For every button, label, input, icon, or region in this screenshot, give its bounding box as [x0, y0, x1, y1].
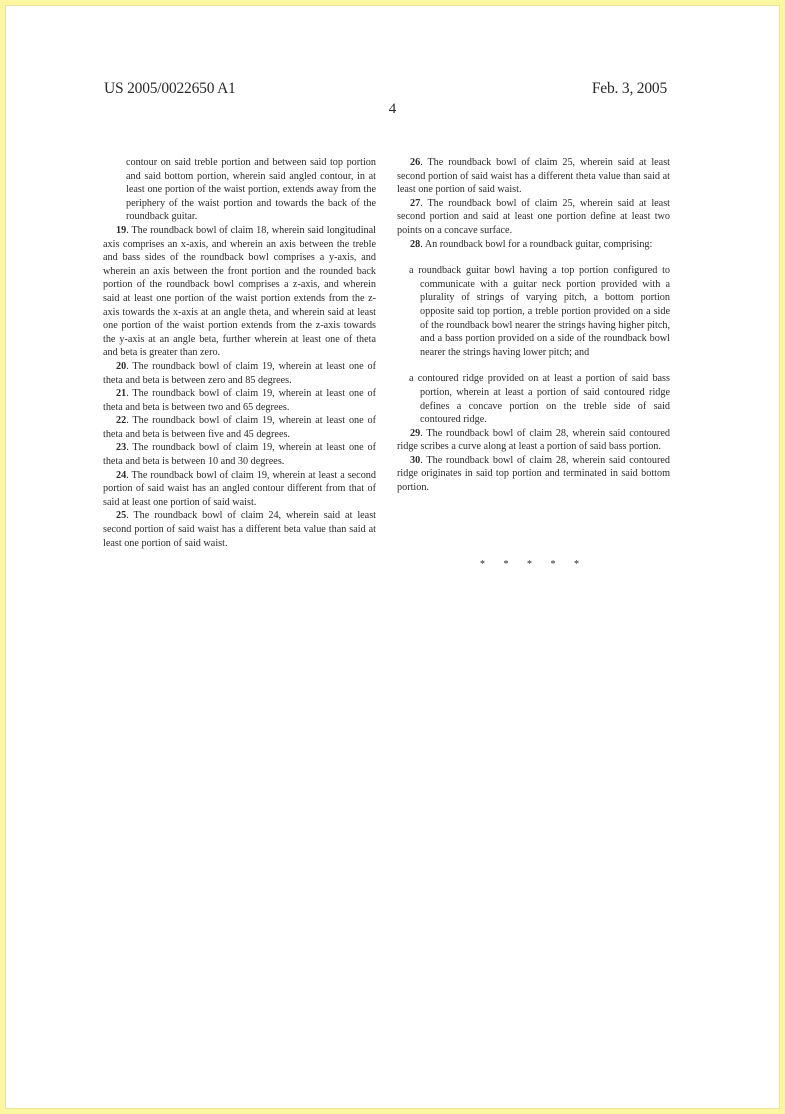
claim-text: . The roundback bowl of claim 19, wherein at least one of theta and beta is between five and 45 degrees. [103, 415, 376, 440]
claim-number: 21 [116, 388, 127, 400]
claim-24 [103, 469, 376, 510]
claim-number: 28 [410, 238, 421, 250]
end-of-document-mark: * * * * * [480, 559, 587, 570]
claim-21 [103, 387, 376, 414]
claim-text: . The roundback bowl of claim 28, wherein said contoured ridge scribes a curve along at least a portion of said bass portion. [397, 427, 670, 453]
claim-number: 22 [116, 415, 127, 427]
claim-22 [103, 414, 376, 441]
claim-number: 23 [116, 442, 127, 454]
claim-19 [103, 224, 376, 360]
claim-text: . The roundback bowl of claim 24, wherein said at least second portion of said waist has a different beta value than said at least one portion of said waist. [103, 510, 376, 549]
claim-29 [397, 427, 670, 454]
claim-text: . The roundback bowl of claim 19, wherein at least one of theta and beta is between zero and 85 degrees. [103, 360, 376, 386]
claim-28 [397, 238, 670, 252]
left-column [103, 156, 376, 550]
claim-text: . The roundback bowl of claim 19, wherein at least one of theta and beta is between two and 65 degrees. [103, 388, 376, 413]
claim-number: 27 [410, 197, 421, 209]
claim-25 [103, 509, 376, 550]
claim-text: . The roundback bowl of claim 19, wherein at least a second portion of said waist has an angled contour different from that of said at least one portion of said waist. [103, 469, 376, 508]
claim-text: . The roundback bowl of claim 25, wherein said at least second portion of said waist has a different theta value than said at least one portion of said waist. [397, 157, 670, 196]
claim-number: 26 [410, 157, 421, 168]
right-column [397, 156, 670, 495]
claim-20 [103, 360, 376, 387]
claim-number: 30 [410, 454, 421, 466]
claim-28-element-ridge: a contoured ridge provided on at least a portion of said bass portion, wherein at least a portion of said contoured ridge defines a concave portion on the treble side of said contoured ridge. [409, 373, 670, 426]
claim-26 [397, 156, 670, 197]
claim-number: 25 [116, 510, 127, 522]
claim-number: 29 [410, 427, 421, 439]
claim-27 [397, 197, 670, 238]
claim-text: . The roundback bowl of claim 19, wherein at least one of theta and beta is between 10 and 30 degrees. [103, 442, 376, 468]
claim-number: 19 [116, 224, 127, 236]
page-number: 4 [388, 101, 397, 117]
claim-23 [103, 441, 376, 468]
claim-text: . An roundback bowl for a roundback guitar, comprising: [420, 238, 653, 250]
claim-text: . The roundback bowl of claim 28, wherein said contoured ridge originates in said top portion and terminated in said bottom portion. [397, 454, 670, 494]
claim-text: . The roundback bowl of claim 18, wherein said longitudinal axis comprises an x-axis, and wherein an axis between the treble and bass sides of the roundback bowl comprises a y-axis, and wherein an axis between the front portion and the rounded back portion of the roundback bowl comprises a z-axis, and wherein said at least one portion of the waist portion extends from the z-axis towards the x-axis at an angle theta, and wherein said at least one portion of the waist portion extends from the z-axis towards the y-axis at an angle beta, further wherein at least one of theta and beta is greater than zero. [103, 224, 376, 359]
claim-30 [397, 454, 670, 495]
claim-text: . The roundback bowl of claim 25, wherein said at least second portion and said at least one portion define at least two points on a concave surface. [397, 197, 670, 236]
claim-number: 24 [116, 469, 127, 481]
claim-number: 20 [116, 360, 127, 372]
claim-continuation: contour on said treble portion and between said top portion and said bottom portion, wherein said angled contour, in at least one portion of the waist portion, extends away from the periphery of the waist portion and towards the back of the roundback guitar. [126, 157, 376, 223]
publication-date: Feb. 3, 2005 [591, 80, 667, 97]
publication-number: US 2005/0022650 A1 [104, 80, 236, 97]
claim-28-element-bowl: a roundback guitar bowl having a top portion configured to communicate with a guitar neck portion provided with a plurality of strings of varying pitch, a bottom portion opposite said top portion, a treble portion provided on a side of the roundback bowl nearer the strings having higher pitch, and a bass portion provided on a side of the roundback bowl nearer the strings having lower pitch; and [409, 265, 670, 358]
